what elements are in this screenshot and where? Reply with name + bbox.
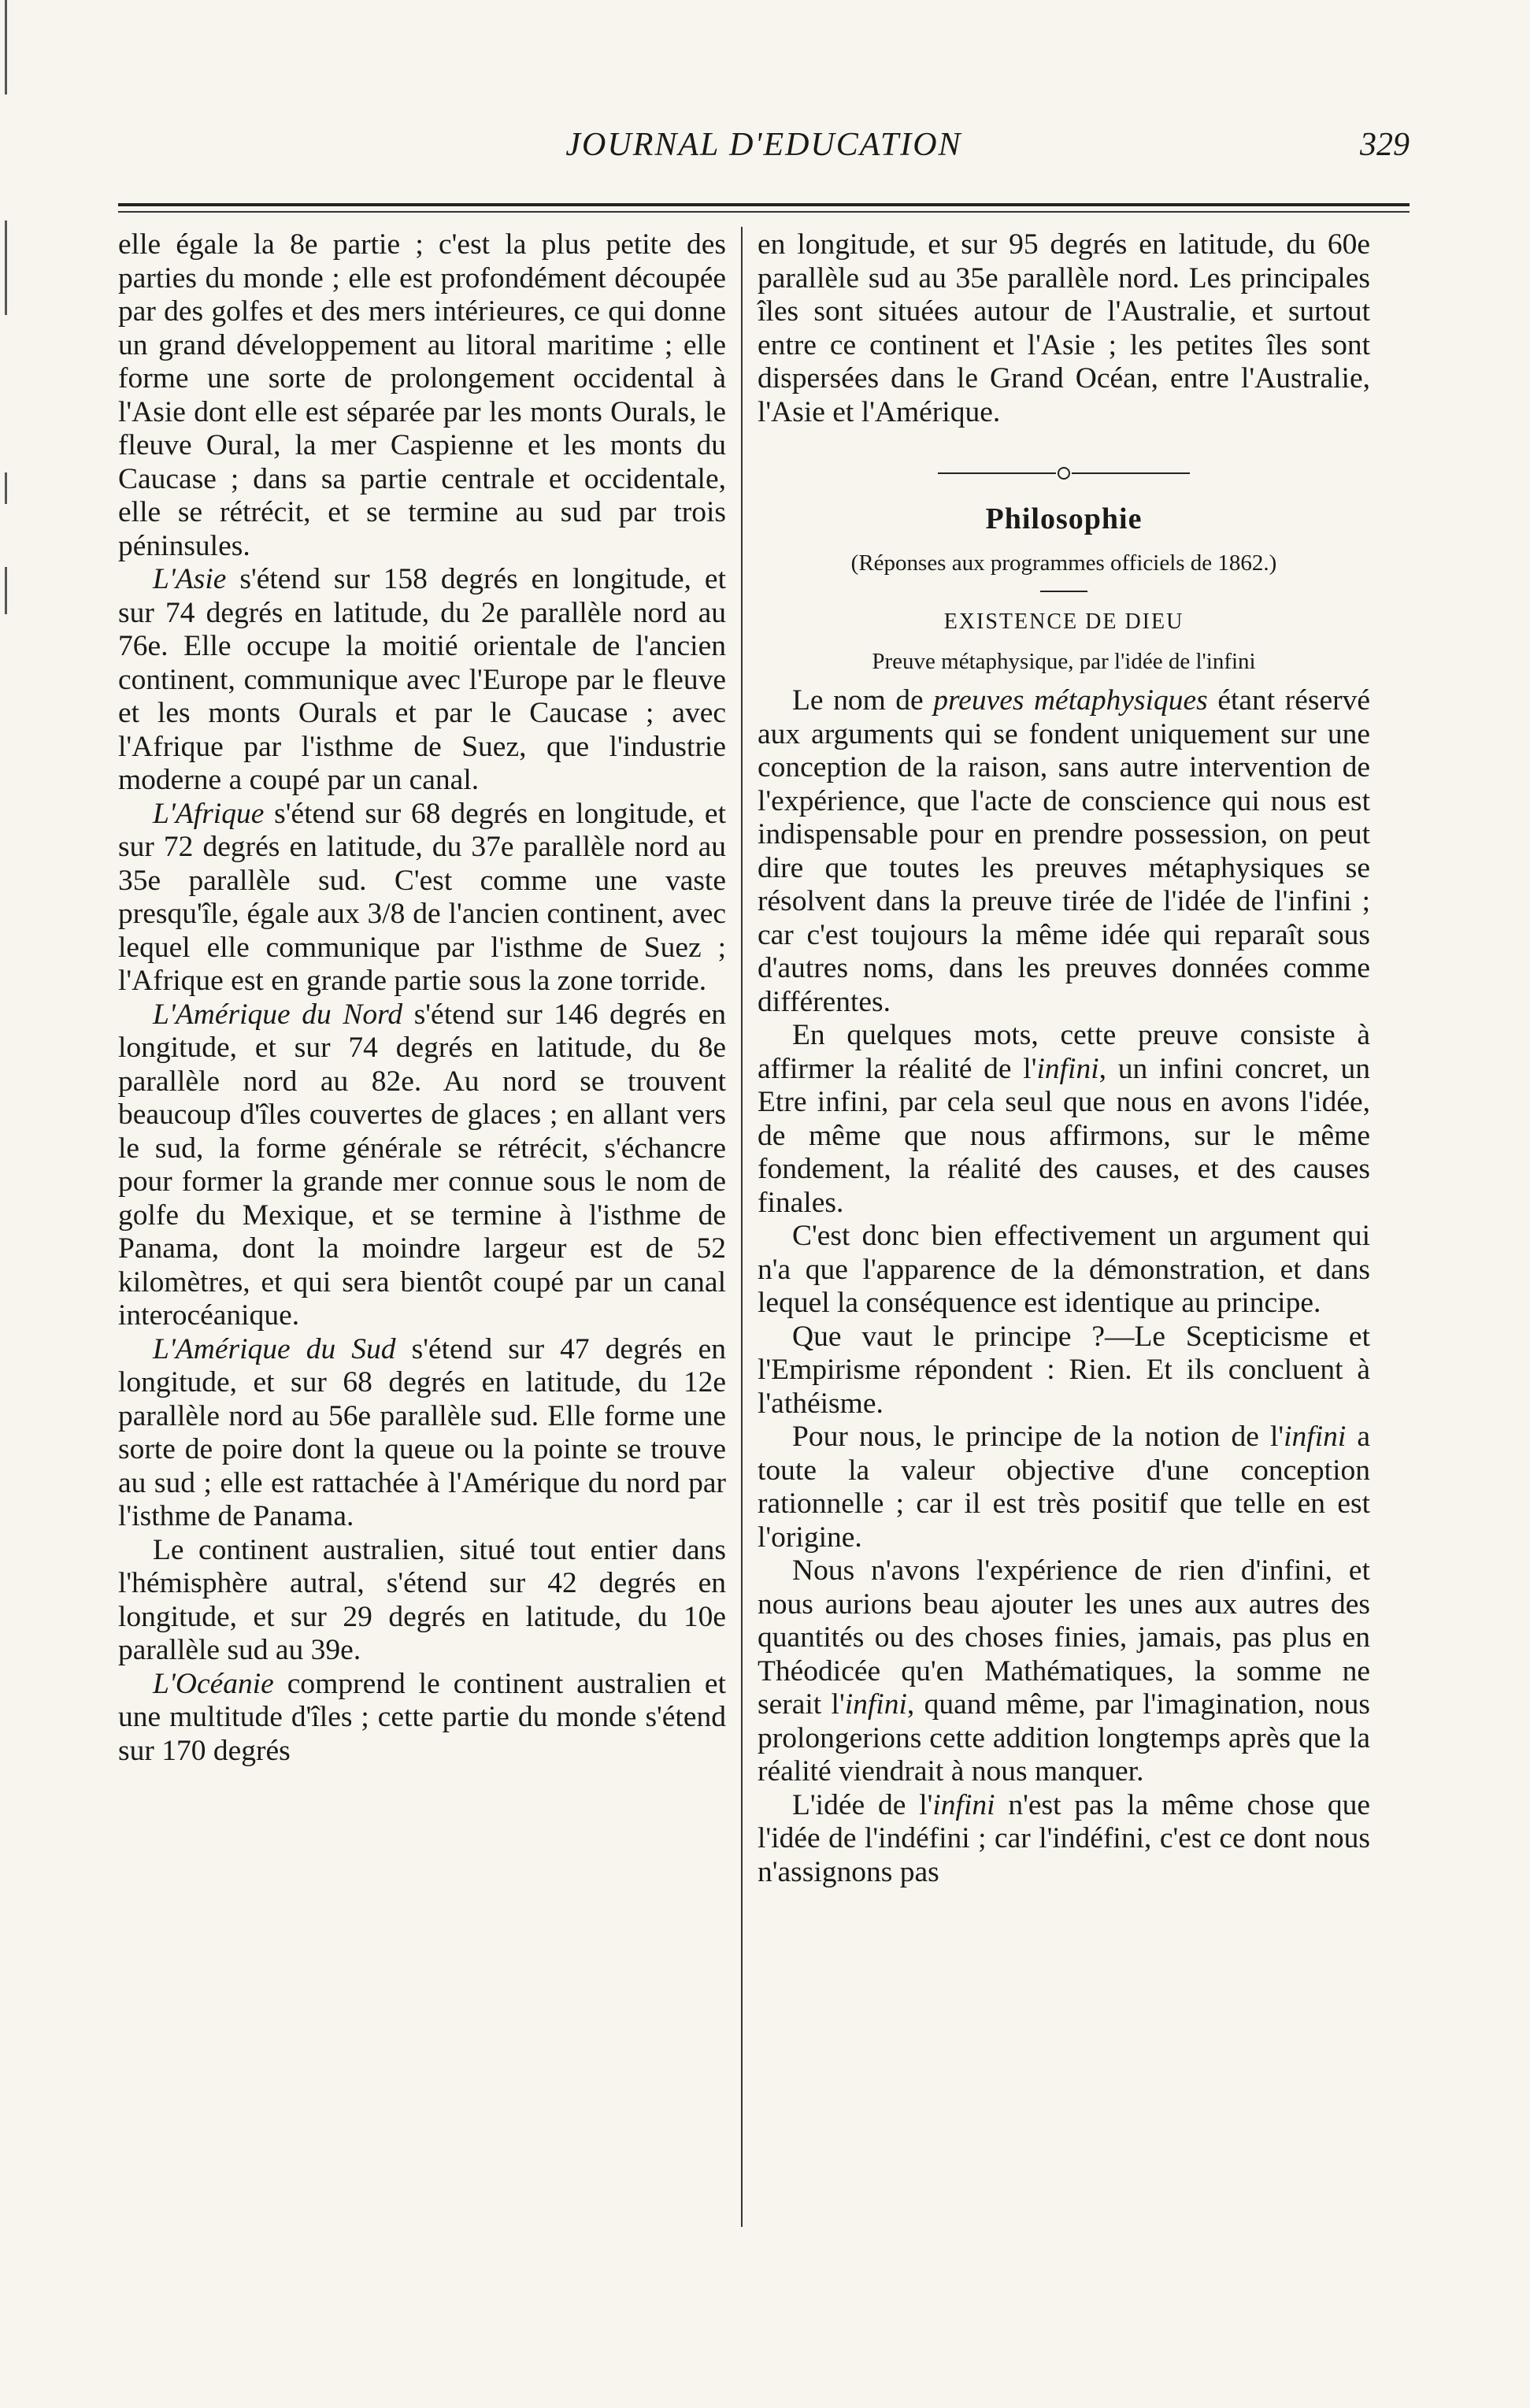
paragraph-text: comprend le continent australien et une multitude d'îles ; cette partie du monde s'étend sur 170 degrés [118,1667,726,1767]
text-run: Que vaut le principe ?—Le Scepticisme et l'Empirisme répondent : Rien. Et ils concluent à l'athéisme. [758,1320,1370,1420]
header-rule-thin [118,211,1410,213]
lead-term: L'Asie [153,563,227,595]
lead-term: L'Afrique [153,797,265,830]
text-run: , un infini concret, un Etre infini, par cela seul que nous en avons l'idée, de même que nous affirmons, sur le même fondement, la réalité des causes, et des causes finales. [758,1052,1370,1219]
page-number: 329 [1360,127,1410,163]
paragraph-amerique-nord [118,998,726,1333]
paragraph-asie [118,563,726,798]
article-subtitle: Preuve métaphysique, par l'idée de l'infini [872,649,1256,674]
margin-scan-marks [0,0,24,2408]
paragraph-amerique-sud [118,1333,726,1534]
paragraph-principe [758,1321,1370,1421]
paragraph-oceanie-continued [758,228,1370,429]
paragraph-text: s'étend sur 68 degrés en longitude, et sur 72 degrés en latitude, du 37e parallèle nord au 35e parallèle sud. C'est comme une vaste presqu'île, égale aux 3/8 de l'ancien continent, avec lequel elle communique par l'isthme de Suez ; l'Afrique est en grande partie sous la zone torride. [118,797,726,997]
paragraph-text: Le continent australien, situé tout entier dans l'hémisphère autral, s'étend sur 42 degrés en longitude, et sur 29 degrés en latitude, du 10e parallèle sud au 39e. [118,1533,726,1666]
right-column [758,228,1370,1889]
text-run: C'est donc bien effectivement un argument qui n'a que l'apparence de la démonstration, et dans lequel la conséquence est identique au principe. [758,1220,1370,1319]
paragraph-idee-infini [758,1789,1370,1890]
paragraph-text: s'étend sur 47 degrés en longitude, et sur 68 degrés en latitude, du 12e parallèle nord au 56e parallèle sud. Elle forme une sorte de poire dont la queue ou la pointe se trouve au sud ; elle est rattachée à l'Amérique du nord par l'isthme de Panama. [118,1332,727,1532]
left-column [118,228,726,1768]
paragraph-europe [118,228,726,563]
paragraph-text: s'étend sur 146 degrés en longitude, et sur 74 degrés en latitude, du 8e parallèle nord au 82e. Au nord se trouvent beaucoup d'îles couvertes de glaces ; en allant vers le sud, la forme générale se rétrécit, s'échancre pour former la grande mer connue sous le nom de golfe du Mexique, et se termine à l'isthme de Panama, dont la moindre largeur est de 52 kilomètres, et qui sera bientôt coupé par un canal interocéanique. [118,998,726,1332]
paragraph-experience [758,1554,1370,1789]
italic-term: infini [1036,1052,1099,1085]
paragraph-text: en longitude, et sur 95 degrés en latitude, du 60e parallèle sud au 35e parallèle nord. Les principales îles sont situées autour de l'Australie, et surtout entre ce continent et l'Asie ; les petites îles sont dispersées dans le Grand Océan, entre l'Australie, l'Asie et l'Amérique. [758,228,1370,428]
article-title: EXISTENCE DE DIEU [943,609,1184,634]
paragraph-pour-nous [758,1421,1370,1554]
paragraph-en-quelques-mots [758,1019,1370,1220]
text-run: étant réservé aux arguments qui se fondent uniquement sur une conception de la raison, sans autre intervention de l'expérience, que l'acte de conscience qui nous est indispensable pour en prendre possession, on peut dire que toutes les preuves métaphysiques se résolvent dans la preuve tirée de l'idée de l'infini ; car c'est toujours la même idée qui reparaît sous d'autres noms, dans les preuves données comme différentes. [758,684,1370,1018]
header-rule-thick [118,203,1410,206]
text-run: Nous n'avons l'expérience de rien d'infini, et nous aurions beau ajouter les unes aux autres des quantités ou des choses finies, jamais, pas plus en Théodicée qu'en Mathématiques, la somme ne serait l' [758,1554,1370,1721]
paragraph-text: elle égale la 8e partie ; c'est la plus petite des parties du monde ; elle est profondément découpée par des golfes et des mers intérieures, ce qui donne un grand développement au litoral maritime ; elle forme une sorte de prolongement occidental à l'Asie dont elle est séparée par les monts Ourals, le fleuve Oural, la mer Caspienne et les monts du Caucase ; dans sa partie centrale et occidentale, elle se rétrécit, et se termine au sud par trois péninsules. [118,228,726,562]
running-title: JOURNAL D'EDUCATION [565,127,962,163]
paragraph-australie [118,1534,726,1668]
lead-term: L'Amérique du Sud [153,1332,396,1365]
paragraph-text: s'étend sur 158 degrés en longitude, et sur 74 degrés en latitude, du 2e parallèle nord au 76e. Elle occupe la moitié orientale de l'ancien continent, communique avec l'Europe par le fleuve et les monts Ourals et par le Caucase ; avec l'Afrique par l'isthme de Suez, que l'industrie moderne a coupé par un canal. [118,563,726,796]
paragraph-afrique [118,798,726,998]
paragraph-oceanie [118,1668,726,1769]
italic-term: preuves métaphysiques [933,684,1208,717]
text-run: Le nom de [792,684,934,717]
short-rule [1040,591,1087,592]
section-title: Philosophie [985,502,1143,535]
section-subtitle: (Réponses aux programmes officiels de 1862.) [850,550,1277,576]
text-run: , quand même, par l'imagination, nous prolongerions cette addition longtemps après que la réalité viendrait à nous manquer. [758,1688,1370,1787]
italic-term: infini [1284,1421,1347,1453]
italic-term: infini [932,1788,995,1821]
text-run: L'idée de l' [792,1788,933,1821]
lead-term: L'Océanie [153,1667,274,1700]
paragraph-preuves [758,684,1370,1019]
page-header [118,126,1410,173]
text-run: n'est pas la même chose que l'idée de l'indéfini ; car l'indéfini, c'est ce dont nous n'assignons pas [758,1788,1370,1888]
text-run: En quelques mots, cette preuve consiste à affirmer la réalité de l' [758,1019,1370,1085]
lead-term: L'Amérique du Nord [153,998,403,1031]
text-run: Pour nous, le principe de la notion de l' [792,1421,1284,1453]
italic-term: infini [844,1688,907,1721]
text-run: a toute la valeur objective d'une conception rationnelle ; car il est très positif que telle en est l'origine. [758,1421,1370,1554]
paragraph-argument [758,1220,1370,1321]
column-divider [741,227,743,2227]
section-ornament [758,459,1370,478]
